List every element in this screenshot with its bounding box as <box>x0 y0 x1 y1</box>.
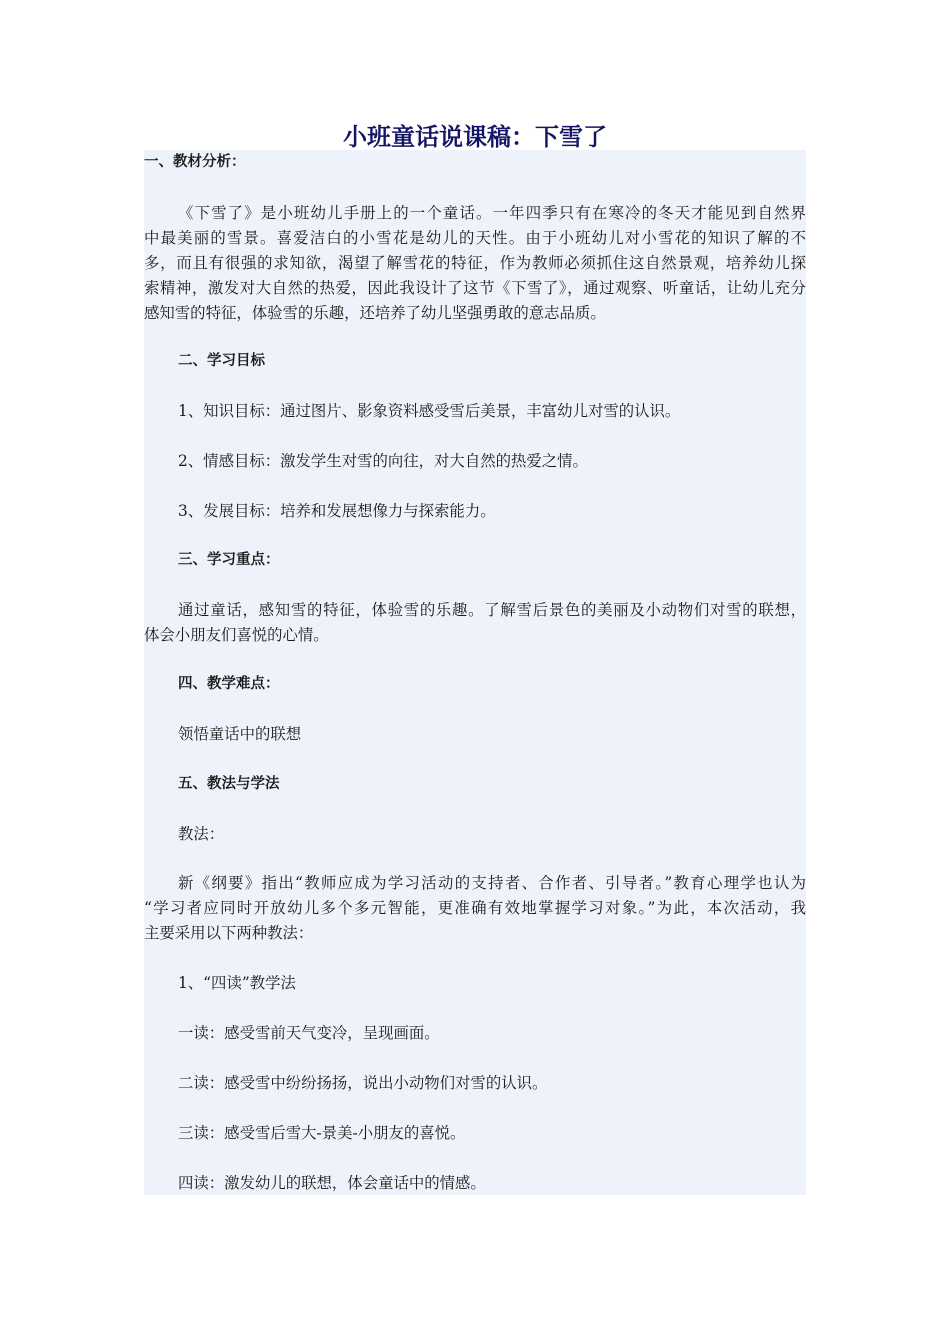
four-reading-method: 1、“四读”教学法 <box>178 974 296 992</box>
section-heading-analysis: 一、教材分析： <box>144 154 246 170</box>
teaching-paragraph-line-1: 新《纲要》指出“教师应成为学习活动的支持者、合作者、引导者。”教育心理学也认为 <box>178 874 806 892</box>
reading-step-4: 四读：激发幼儿的联想，体会童话中的情感。 <box>178 1174 486 1192</box>
difficulty-text: 领悟童话中的联想 <box>178 725 302 743</box>
teaching-method-label: 教法： <box>178 825 225 843</box>
teaching-paragraph-line-2: “学习者应同时开放幼儿多个多元智能，更准确有效地掌握学习对象。”为此，本次活动，我 <box>144 899 806 917</box>
goal-emotion: 2、情感目标：激发学生对雪的向往，对大自然的热爱之情。 <box>178 452 588 470</box>
section-heading-difficulty: 四、教学难点： <box>178 676 280 692</box>
goal-knowledge: 1、知识目标：通过图片、影象资料感受雪后美景，丰富幼儿对雪的认识。 <box>178 402 681 420</box>
reading-step-2: 二读：感受雪中纷纷扬扬，说出小动物们对雪的认识。 <box>178 1074 548 1092</box>
document-title: 小班童话说课稿：下雪了 <box>343 123 607 151</box>
analysis-paragraph-line-4: 索精神，激发对大自然的热爱，因此我设计了这节《下雪了》，通过观察、听童话，让幼儿充分 <box>144 279 806 297</box>
teaching-paragraph-line-3: 主要采用以下两种教法： <box>144 924 314 942</box>
section-heading-methods: 五、教法与学法 <box>178 776 280 792</box>
reading-step-3: 三读：感受雪后雪大-景美-小朋友的喜悦。 <box>178 1124 466 1142</box>
key-points-line-2: 体会小朋友们喜悦的心情。 <box>144 626 329 644</box>
analysis-paragraph-line-3: 多，而且有很强的求知欲，渴望了解雪花的特征，作为教师必须抓住这自然景观，培养幼儿探 <box>144 254 806 272</box>
reading-step-1: 一读：感受雪前天气变冷，呈现画面。 <box>178 1024 440 1042</box>
section-heading-key-points: 三、学习重点： <box>178 552 280 568</box>
analysis-paragraph-line-2: 中最美丽的雪景。喜爱洁白的小雪花是幼儿的天性。由于小班幼儿对小雪花的知识了解的不 <box>144 229 806 247</box>
key-points-line-1: 通过童话，感知雪的特征，体验雪的乐趣。了解雪后景色的美丽及小动物们对雪的联想， <box>178 601 806 619</box>
section-heading-goals: 二、学习目标 <box>178 353 265 369</box>
analysis-paragraph-line-1: 《下雪了》是小班幼儿手册上的一个童话。一年四季只有在寒冷的冬天才能见到自然界 <box>178 204 806 222</box>
analysis-paragraph-line-5: 感知雪的特征，体验雪的乐趣，还培养了幼儿坚强勇敢的意志品质。 <box>144 304 606 322</box>
goal-development: 3、发展目标：培养和发展想像力与探索能力。 <box>178 502 496 520</box>
